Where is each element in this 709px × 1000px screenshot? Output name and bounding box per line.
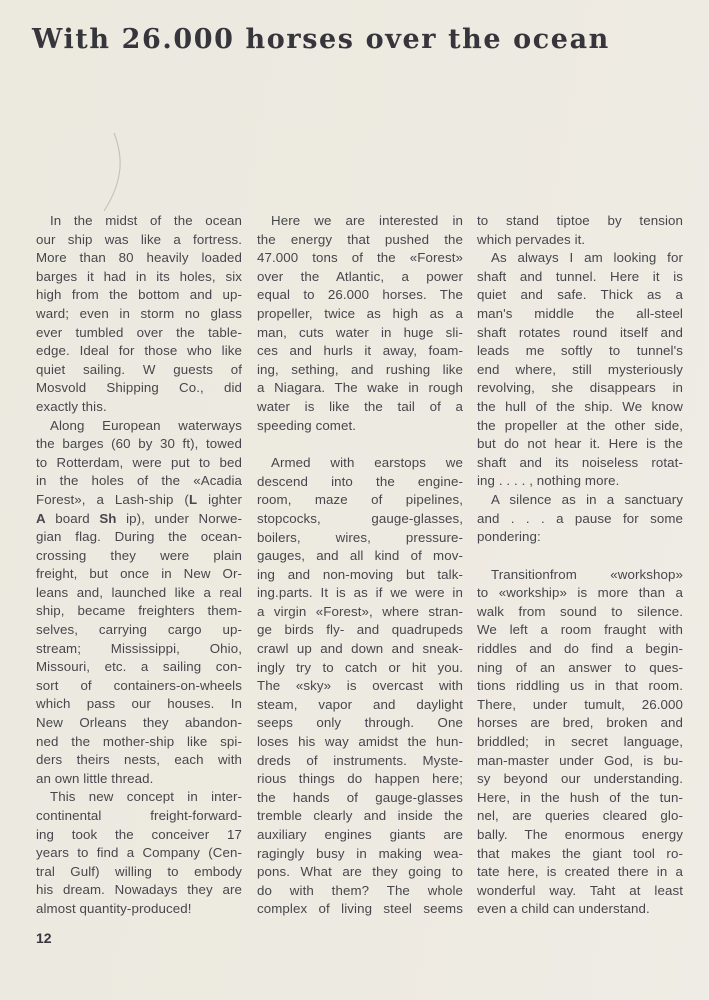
text-line: bally. The enormous energy <box>477 827 683 842</box>
text-line: ward; even in storm no glass <box>36 305 242 321</box>
text-line: ing took the conceiver 17 <box>36 826 242 842</box>
text-line: This new concept in inter- <box>50 789 242 805</box>
text-line: the barges (60 by 30 ft), towed <box>36 436 242 452</box>
text-line: briddled; in secret language, <box>477 734 683 750</box>
text-line: We left a room fraught with <box>477 622 683 638</box>
text-line: crawl up and down and sneak- <box>257 641 463 657</box>
text-line: ingly try to catch or hit you. <box>257 659 463 675</box>
text-line: leans and, launched like a real <box>36 584 242 600</box>
text-line: gian flag. During the ocean- <box>36 529 242 545</box>
text-line: rious things do happen here; <box>257 771 463 787</box>
text-line: a virgin «Forest», where stran- <box>257 603 463 619</box>
text-line: edge. Ideal for those who like <box>36 343 242 359</box>
text-line: over the Atlantic, a power <box>257 268 463 284</box>
text-line: A board Sh ip), under Norwe- <box>36 510 242 526</box>
text-line: ing . . . . , nothing more. <box>477 473 620 489</box>
text-line: A silence as in a sanctuary <box>491 491 683 507</box>
text-line: high from the bottom and up- <box>36 287 242 303</box>
text-line: loses his way amidst the hun- <box>257 734 463 750</box>
text-line: Here, in the hush of the tun- <box>477 789 683 805</box>
column-1 <box>36 212 242 919</box>
text-line: stopcocks, gauge-glasses, <box>257 510 463 526</box>
text-line: New Orleans they abandon- <box>36 715 242 731</box>
text-line: water is like the tail of a <box>257 398 463 414</box>
page-number: 12 <box>36 930 52 946</box>
text-line: pondering: <box>477 529 541 545</box>
text-line: equal to 26.000 horses. The <box>257 287 463 303</box>
text-line: leads me softly to tunnel's <box>477 343 683 359</box>
text-line: Forest», a Lash-ship (L ighter <box>36 491 242 507</box>
text-line: pons. What are they going to <box>257 864 463 880</box>
text-line: to «workship» is more than a <box>477 585 683 601</box>
text-line: speeding comet. <box>257 417 357 433</box>
column-3 <box>477 212 683 919</box>
text-line: ship, became freighters them- <box>36 603 242 619</box>
text-line: In the midst of the ocean <box>50 213 242 228</box>
text-line: stream; Mississippi, Ohio, <box>36 640 242 656</box>
text-line: dreds of instruments. Myste- <box>257 752 463 768</box>
article-title: With 26.000 horses over the ocean <box>32 24 610 55</box>
text-line: continental freight-forward- <box>36 808 242 823</box>
text-line: shaft and its noiseless rotat- <box>477 454 683 470</box>
paragraph <box>477 212 683 249</box>
text-line: tral Gulf) willing to embody <box>36 863 242 879</box>
column-2 <box>257 212 463 919</box>
text-line: gauges, and all kind of mov- <box>257 548 463 564</box>
text-line: crossing they were plain <box>36 547 242 563</box>
text-line: steam, vapor and daylight <box>257 696 463 712</box>
text-line: boilers, wires, pressure- <box>257 529 463 545</box>
text-line: an own little thread. <box>36 770 154 786</box>
text-line: our ship was like a fortress. <box>36 231 242 247</box>
text-line: seeps only through. One <box>257 715 463 731</box>
text-line: in the holes of the «Acadia <box>36 473 242 489</box>
text-line: ing, sething, and rushing like <box>257 361 463 377</box>
text-line: walk from sound to silence. <box>477 603 683 619</box>
text-line: the hull of the ship. We know <box>477 398 683 414</box>
paragraph <box>36 788 242 918</box>
text-line: ragingly busy in making wea- <box>257 845 463 861</box>
paragraph <box>36 212 242 417</box>
text-line: quiet and safe. Thick as a <box>477 287 683 303</box>
text-line: selves, carrying cargo up- <box>36 622 242 638</box>
text-line: sy beyond our understanding. <box>477 771 683 787</box>
text-line: tions riddling us in that room. <box>477 678 683 694</box>
text-line: ning of an answer to ques- <box>477 659 683 675</box>
text-line: auxiliary engines giants are <box>257 827 463 842</box>
paragraph <box>257 212 463 435</box>
text-line: even a child can understand. <box>477 901 650 917</box>
text-line: shaft and tunnel. Here it is <box>477 268 683 284</box>
text-line: to Rotterdam, were put to bed <box>36 454 242 470</box>
text-line: the propeller at the other side, <box>477 417 683 433</box>
text-line: descend into the engine- <box>257 473 463 489</box>
text-line: years to find a Company (Cen- <box>36 845 242 861</box>
text-line: The «sky» is overcast with <box>257 678 463 694</box>
text-line: More than 80 heavily loaded <box>36 250 242 266</box>
text-line: shaft rotates round itself and <box>477 324 683 340</box>
text-line: There, under tumult, 26.000 <box>477 696 683 712</box>
text-line: which pass our houses. In <box>36 696 242 712</box>
text-line: but do not hear it. Here is the <box>477 436 683 452</box>
text-line: the energy that pushed the <box>257 231 463 247</box>
paragraph <box>36 417 242 789</box>
paragraph <box>477 249 683 491</box>
paragraph <box>257 454 463 919</box>
text-line: Mosvold Shipping Co., did <box>36 380 242 396</box>
text-line: propeller, twice as high as a <box>257 305 463 321</box>
text-line: end where, still mysteriously <box>477 361 683 377</box>
text-line: ing and non-moving but talk- <box>257 566 463 582</box>
paragraph <box>477 566 683 919</box>
text-line: ever tumbled over the table- <box>36 324 242 340</box>
text-line: complex of living steel seems <box>257 901 463 917</box>
text-line: exactly this. <box>36 398 107 414</box>
text-line: sort of containers-on-wheels <box>36 677 242 693</box>
text-line: riddles and do find a begin- <box>477 641 683 657</box>
text-line: nel, are queries cleared glo- <box>477 808 683 824</box>
text-line: wonderful way. Taht at least <box>477 882 683 898</box>
text-line: a Niagara. The wake in rough <box>257 380 463 396</box>
text-line: room, maze of pipelines, <box>257 492 463 508</box>
text-line: horses are bred, broken and <box>477 715 683 731</box>
text-line: man, cuts water in huge sli- <box>257 324 463 340</box>
text-line: man's middle the all-steel <box>477 305 683 321</box>
text-line: almost quantity-produced! <box>36 900 192 916</box>
text-line: ge birds fly- and quadrupeds <box>257 622 463 638</box>
text-line: quiet sailing. W guests of <box>36 361 242 377</box>
text-line: 47.000 tons of the «Forest» <box>257 250 463 266</box>
text-line: to stand tiptoe by tension <box>477 213 683 228</box>
text-line: Armed with earstops we <box>271 455 463 471</box>
text-line: revolving, she disappears in <box>477 380 683 396</box>
text-line: ned the mother-ship like spi- <box>36 733 242 749</box>
text-line: barges it had in its holes, six <box>36 268 242 284</box>
text-line: and . . . a pause for some <box>477 510 683 526</box>
paragraph <box>477 491 683 547</box>
text-line: tremble clearly and inside the <box>257 808 463 824</box>
text-line: ders theirs nests, each with <box>36 752 242 768</box>
text-line: which pervades it. <box>477 231 586 247</box>
scan-artifact-line <box>96 130 130 214</box>
text-line: that makes the giant tool ro- <box>477 845 683 861</box>
text-line: his dream. Nowadays they are <box>36 882 242 898</box>
text-line: ces and hurls it away, foam- <box>257 343 463 359</box>
text-line: freight, but once in New Or- <box>36 566 242 582</box>
text-line: tate here, is created there in a <box>477 864 683 880</box>
text-line: man-master under God, is bu- <box>477 752 683 768</box>
text-line: As always I am looking for <box>491 250 683 266</box>
text-line: Here we are interested in <box>271 213 463 228</box>
text-line: Missouri, etc. a sailing con- <box>36 659 242 675</box>
text-line: do with them? The whole <box>257 882 463 898</box>
text-line: ing.parts. It is as if we were in <box>257 585 463 601</box>
text-line: Transitionfrom «workshop» <box>491 566 683 582</box>
text-line: Along European waterways <box>50 417 242 433</box>
text-line: the hands of gauge-glasses <box>257 789 463 805</box>
